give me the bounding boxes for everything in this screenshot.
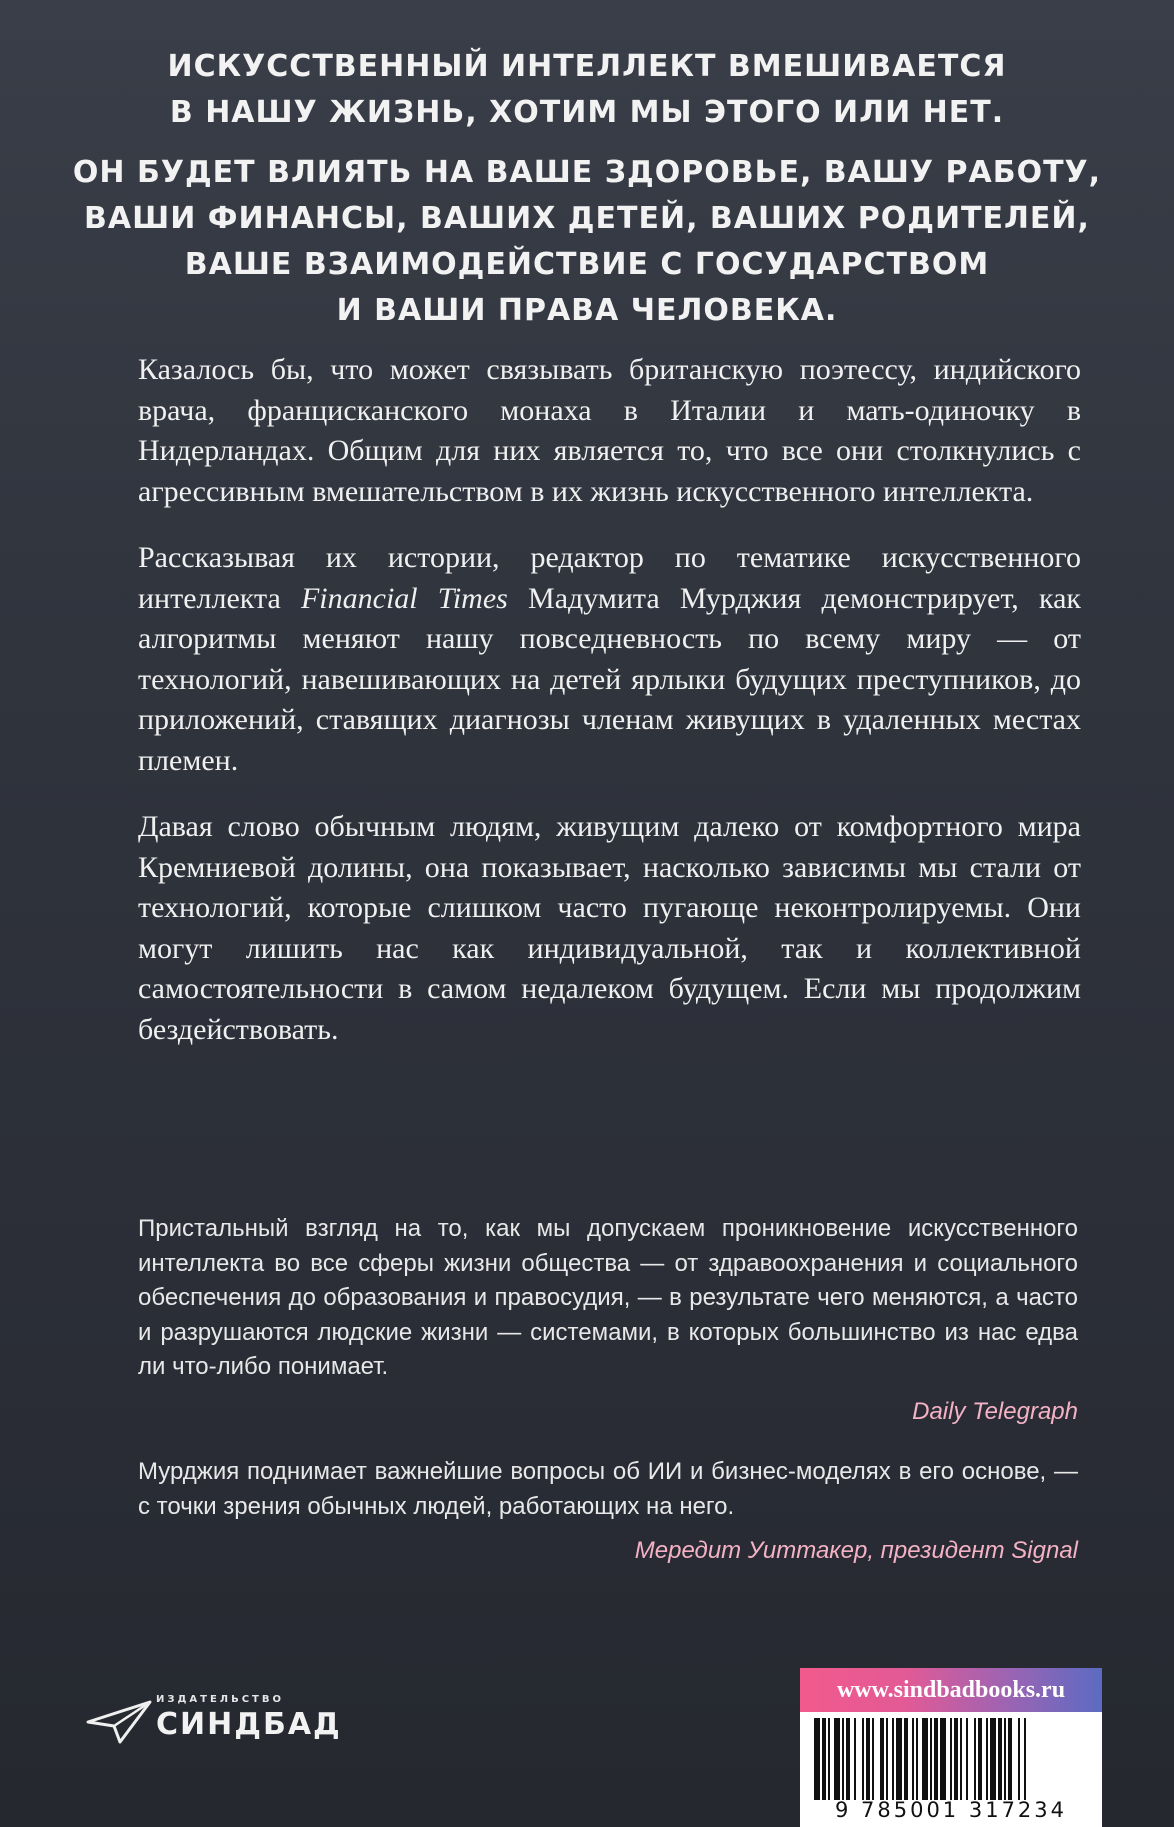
isbn-number: 9 785001 317234 bbox=[834, 1798, 1068, 1822]
barcode-panel bbox=[800, 1668, 1102, 1827]
headline-line: В НАШУ ЖИЗНЬ, ХОТИМ МЫ ЭТОГО ИЛИ НЕТ. bbox=[169, 95, 1005, 130]
barcode-bar bbox=[846, 1718, 850, 1800]
headline-line: ИСКУССТВЕННЫЙ ИНТЕЛЛЕКТ ВМЕШИВАЕТСЯ bbox=[167, 49, 1007, 84]
headline-line: И ВАШИ ПРАВА ЧЕЛОВЕКА. bbox=[336, 293, 838, 328]
publication-name: Financial Times bbox=[300, 581, 508, 615]
review-text: Пристальный взгляд на то, как мы допускаем проникновение искусственного интеллекта во все сферы жизни общества — от здравоохранения и социального обеспечения до образования и правосудия, — в результате чего меняются, а часто и разрушаются людские жизни — системами, в которых большинство из нас едва ли что-либо понимает. bbox=[138, 1215, 1078, 1380]
barcode-bar bbox=[866, 1718, 870, 1800]
barcode-bar bbox=[896, 1718, 902, 1800]
headline-line: ВАШЕ ВЗАИМОДЕЙСТВИЕ С ГОСУДАРСТВОМ bbox=[184, 247, 990, 282]
publisher-logo bbox=[86, 1690, 342, 1750]
isbn-barcode bbox=[814, 1718, 1088, 1800]
barcode-bar bbox=[892, 1718, 894, 1800]
barcode-bar bbox=[1024, 1718, 1026, 1800]
description-text: Мадумита Мурджия демонстрирует, как алгоритмы меняют нашу повседневность по всему миру — от технологий, навешивающих на детей ярлыки будущих преступников, до приложений, ставящих диагнозы членам живущих в удаленных местах племен. bbox=[138, 581, 1082, 777]
barcode-bar bbox=[828, 1718, 830, 1800]
barcode-bar bbox=[814, 1718, 820, 1800]
barcode-bar bbox=[912, 1718, 914, 1800]
barcode-bar bbox=[1018, 1718, 1020, 1800]
barcode-bar bbox=[822, 1718, 826, 1800]
headline-line: ВАШИ ФИНАНСЫ, ВАШИХ ДЕТЕЙ, ВАШИХ РОДИТЕЛЕЙ, bbox=[84, 201, 1090, 236]
barcode-bar bbox=[960, 1718, 962, 1800]
barcode-bar bbox=[950, 1718, 952, 1800]
review-source: Мередит Уиттакер, президент Signal bbox=[634, 1537, 1078, 1564]
paper-plane-icon bbox=[86, 1696, 152, 1746]
description-text: Рассказывая их истории, редактор по тематике искусственного интеллекта bbox=[138, 541, 1081, 615]
barcode-bar bbox=[916, 1718, 918, 1800]
barcode-bar bbox=[978, 1718, 982, 1800]
review-quotes bbox=[138, 1212, 1078, 1595]
barcode-bar bbox=[872, 1718, 874, 1800]
publisher-website: www.sindbadbooks.ru bbox=[800, 1668, 1102, 1712]
barcode-bar bbox=[986, 1718, 988, 1800]
barcode-bar bbox=[854, 1718, 856, 1800]
barcode-bar bbox=[904, 1718, 908, 1800]
review-source: Daily Telegraph bbox=[912, 1397, 1078, 1425]
barcode-bar bbox=[922, 1718, 928, 1800]
publisher-label: ИЗДАТЕЛЬСТВО bbox=[156, 1694, 284, 1705]
barcode-bar bbox=[974, 1718, 976, 1800]
description-paragraph bbox=[138, 538, 1081, 781]
barcode-bar bbox=[1004, 1718, 1006, 1800]
headline-intro bbox=[60, 44, 1114, 136]
barcode-bar bbox=[930, 1718, 932, 1800]
barcode-bar bbox=[940, 1718, 946, 1800]
barcode-bar bbox=[862, 1718, 864, 1800]
barcode-bar bbox=[966, 1718, 968, 1800]
barcode-bar bbox=[1008, 1718, 1012, 1800]
barcode-bar bbox=[886, 1718, 888, 1800]
barcode-bar bbox=[842, 1718, 844, 1800]
book-description bbox=[138, 350, 1081, 1076]
barcode-bar bbox=[954, 1718, 958, 1800]
barcode-bar bbox=[990, 1718, 996, 1800]
description-paragraph: Казалось бы, что может связывать британскую поэтессу, индийского врача, францисканского монаха в Италии и мать-одиночку в Нидерландах. Общим для них является то, что все они столкнулись с агрессивным вмешательством в их жизнь искусственного интеллекта. bbox=[138, 353, 1081, 508]
barcode-bar bbox=[834, 1718, 840, 1800]
headline bbox=[60, 44, 1114, 334]
review-text: Мурджия поднимает важнейшие вопросы об ИИ и бизнес-моделях в его основе, — с точки зрения обычных людей, работающих на него. bbox=[138, 1458, 1078, 1520]
headline-impact bbox=[60, 150, 1114, 334]
barcode-bar bbox=[880, 1718, 884, 1800]
barcode-bar bbox=[934, 1718, 938, 1800]
description-paragraph: Давая слово обычным людям, живущим далеко от комфортного мира Кремниевой долины, она показывает, насколько зависимы мы стали от технологий, которые слишком часто пугающе неконтролируемы. Они могут лишить нас как индивидуальной, так и коллективной самостоятельности в самом недалеком будущем. Если мы продолжим бездействовать. bbox=[138, 810, 1081, 1046]
barcode-bar bbox=[998, 1718, 1002, 1800]
headline-line: ОН БУДЕТ ВЛИЯТЬ НА ВАШЕ ЗДОРОВЬЕ, ВАШУ РАБОТУ, bbox=[72, 155, 1102, 190]
publisher-name: СИНДБАД bbox=[156, 1707, 342, 1742]
